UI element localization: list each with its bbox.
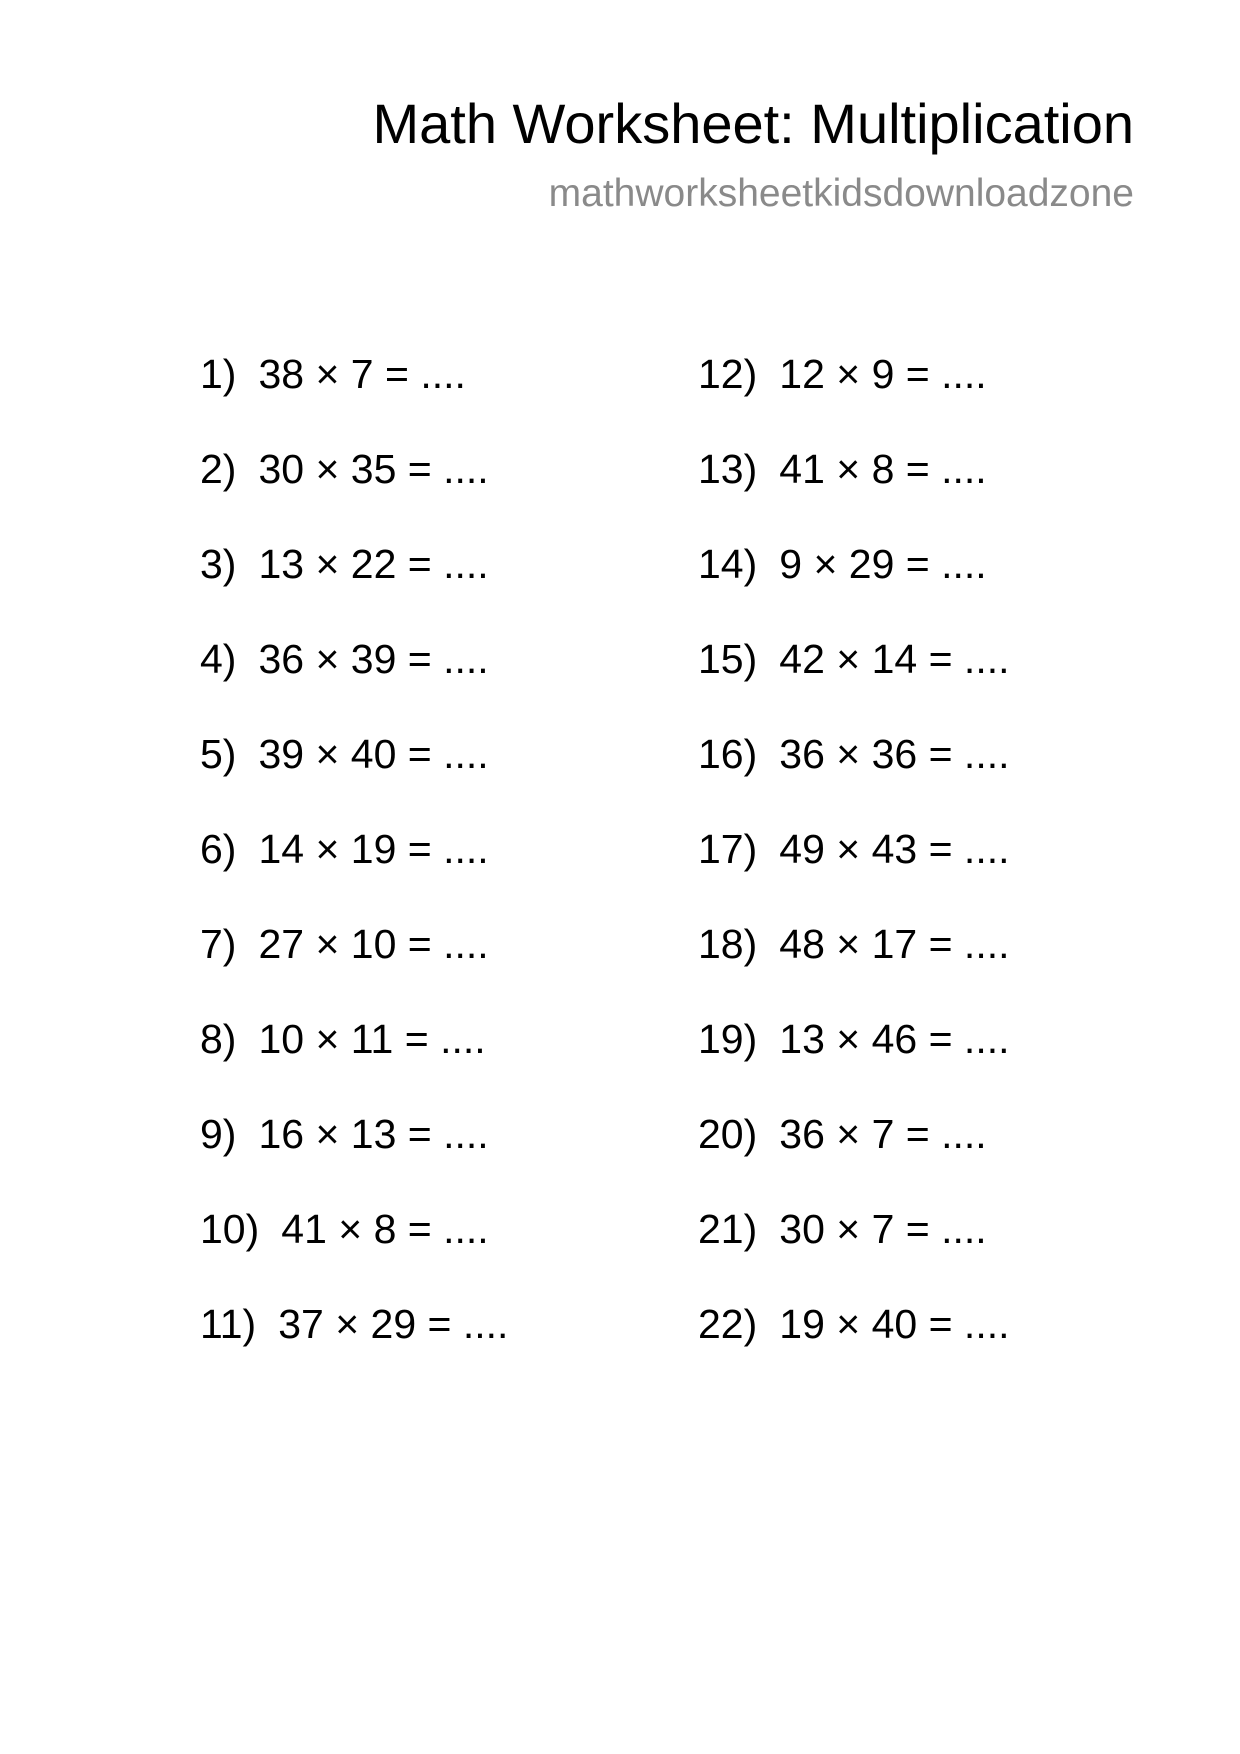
page-title: Math Worksheet: Multiplication (372, 92, 1134, 155)
problem-number: 13) (698, 446, 758, 492)
problem-item (698, 1301, 1010, 1399)
problem-expression: 12 × 9 = .... (779, 351, 987, 397)
problem-item (698, 1206, 1010, 1304)
problem-expression: 19 × 40 = .... (779, 1301, 1010, 1347)
problem-item (698, 351, 1010, 449)
problem-expression: 9 × 29 = .... (779, 541, 987, 587)
page-subtitle: mathworksheetkidsdownloadzone (548, 172, 1134, 215)
problem-expression: 16 × 13 = .... (258, 1111, 489, 1157)
problem-number: 14) (698, 541, 758, 587)
problem-expression: 36 × 39 = .... (258, 636, 489, 682)
problem-expression: 48 × 17 = .... (779, 921, 1010, 967)
problem-number: 12) (698, 351, 758, 397)
problem-expression: 10 × 11 = .... (258, 1016, 486, 1062)
problem-number: 20) (698, 1111, 758, 1157)
problem-number: 15) (698, 636, 758, 682)
problem-number: 1) (200, 351, 237, 397)
problem-item (200, 921, 508, 1019)
problem-number: 3) (200, 541, 237, 587)
problem-item (200, 1301, 509, 1399)
problem-column-left (200, 351, 509, 1399)
problem-number: 6) (200, 826, 237, 872)
problem-item (200, 351, 508, 449)
problem-number: 8) (200, 1016, 237, 1062)
problem-item (200, 1016, 508, 1114)
problem-number: 2) (200, 446, 237, 492)
problem-number: 4) (200, 636, 237, 682)
problem-expression: 13 × 22 = .... (258, 541, 489, 587)
problem-expression: 30 × 35 = .... (258, 446, 489, 492)
problem-expression: 30 × 7 = .... (779, 1206, 987, 1252)
problem-expression: 37 × 29 = .... (278, 1301, 509, 1347)
problem-number: 11) (200, 1301, 257, 1347)
problem-item (200, 446, 508, 544)
problem-number: 7) (200, 921, 237, 967)
problem-expression: 41 × 8 = .... (281, 1206, 489, 1252)
problem-item (698, 1111, 1010, 1209)
problem-item (698, 826, 1010, 924)
problem-list (200, 351, 1100, 1354)
problem-number: 18) (698, 921, 758, 967)
problem-expression: 49 × 43 = .... (779, 826, 1010, 872)
problem-number: 16) (698, 731, 758, 777)
worksheet-header (372, 92, 1135, 215)
problem-expression: 13 × 46 = .... (779, 1016, 1010, 1062)
problem-expression: 27 × 10 = .... (258, 921, 489, 967)
problem-expression: 36 × 7 = .... (779, 1111, 987, 1157)
problem-number: 17) (698, 826, 758, 872)
problem-expression: 14 × 19 = .... (258, 826, 489, 872)
problem-item (200, 731, 508, 829)
problem-item (200, 541, 508, 639)
problem-item (698, 921, 1010, 1019)
problem-expression: 42 × 14 = .... (779, 636, 1010, 682)
problem-number: 19) (698, 1016, 758, 1062)
problem-column-right (698, 351, 1010, 1399)
problem-expression: 39 × 40 = .... (258, 731, 489, 777)
problem-item (698, 446, 1010, 544)
problem-number: 21) (698, 1206, 758, 1252)
problem-expression: 41 × 8 = .... (779, 446, 987, 492)
problem-item (698, 1016, 1010, 1114)
problem-item (200, 826, 508, 924)
problem-number: 22) (698, 1301, 758, 1347)
problem-item (200, 1111, 508, 1209)
problem-item (200, 636, 508, 734)
problem-expression: 38 × 7 = .... (258, 351, 466, 397)
problem-item (698, 731, 1010, 829)
problem-expression: 36 × 36 = .... (779, 731, 1010, 777)
problem-number: 5) (200, 731, 237, 777)
problem-number: 9) (200, 1111, 237, 1157)
problem-item (698, 636, 1010, 734)
problem-item (698, 541, 1010, 639)
problem-item (200, 1206, 508, 1304)
problem-number: 10) (200, 1206, 260, 1252)
